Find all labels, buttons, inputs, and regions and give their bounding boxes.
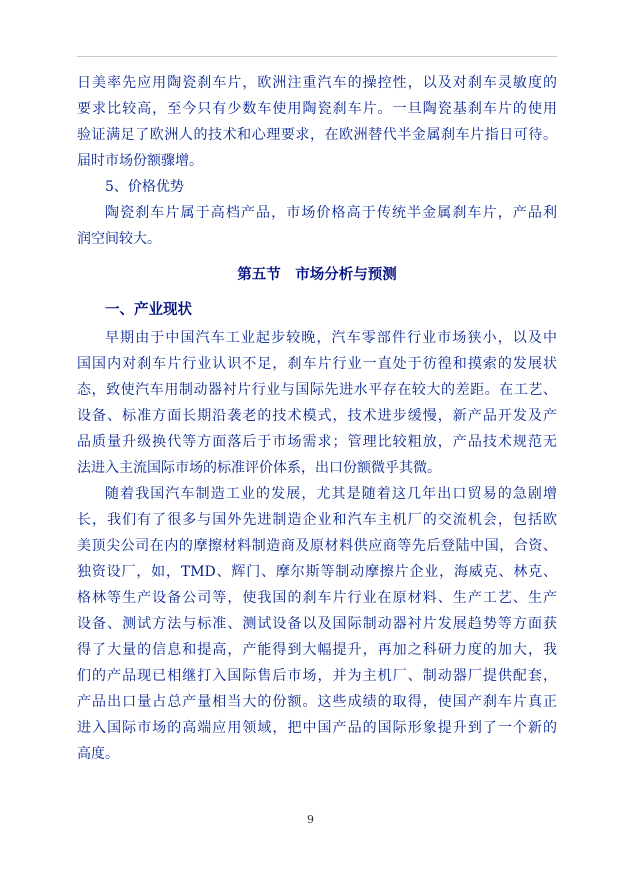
text-line: 日美率先应用陶瓷刹车片，欧洲注重汽车的操控性，以及对刹车灵敏度的	[77, 75, 557, 91]
text-line: 设备、测试方法与标准、测试设备以及国际制动器衬片发展趋势等方面获	[77, 616, 557, 632]
text-line: 产品出口量占总产量相当大的份额。这些成绩的取得，使国产刹车片真正	[77, 694, 557, 710]
paragraph-price	[77, 200, 557, 252]
paragraph-early-history	[77, 325, 557, 481]
text-line: 独资设厂，如，TMD、辉门、摩尔斯等制动摩擦片企业，海威克、林克、	[77, 564, 557, 580]
text-line: 高度。	[77, 746, 119, 762]
header-rule	[77, 56, 557, 57]
section-title: 第五节 市场分析与预测	[237, 266, 397, 283]
text-line: 进入国际市场的高端应用领域，把中国产品的国际形象提升到了一个新的	[77, 720, 557, 736]
text-line: 美顶尖公司在内的摩擦材料制造商及原材料供应商等先后登陆中国，合资、	[77, 538, 557, 554]
text-line: 品质量升级换代等方面落后于市场需求；管理比较粗放，产品技术规范无	[77, 434, 557, 450]
text-line: 法进入主流国际市场的标准评价体系，出口份额微乎其微。	[77, 460, 441, 476]
text-line: 格林等生产设备公司等，使我国的刹车片行业在原材料、生产工艺、生产	[77, 590, 557, 606]
text-line: 国国内对刹车片行业认识不足，刹车片行业一直处于彷徨和摸索的发展状	[77, 356, 557, 372]
paragraph-ceramic-adoption	[77, 70, 557, 174]
page-number: 9	[307, 813, 314, 826]
text-line: 长，我们有了很多与国外先进制造企业和汽车主机厂的交流机会，包括欧	[77, 512, 557, 528]
text-line: 随着我国汽车制造工业的发展，尤其是随着这几年出口贸易的急剧增	[105, 486, 557, 502]
text-line: 届时市场份额骤增。	[77, 153, 203, 169]
paragraph-development	[77, 481, 557, 767]
text-line: 陶瓷刹车片属于高档产品，市场价格高于传统半金属刹车片，产品利	[105, 205, 557, 221]
list-item-price-advantage: 5、价格优势	[105, 179, 184, 195]
text-line: 早期由于中国汽车工业起步较晚，汽车零部件行业市场狭小，以及中	[105, 330, 557, 346]
page-body	[77, 70, 557, 767]
text-line: 要求比较高，至今只有少数车使用陶瓷刹车片。一旦陶瓷基刹车片的使用	[77, 101, 557, 117]
text-line: 们的产品现已相继打入国际售后市场，并为主机厂、制动器厂提供配套，	[77, 668, 557, 684]
text-line: 得了大量的信息和提高，产能得到大幅提升，再加之科研力度的加大，我	[77, 642, 557, 658]
text-line: 设备、标准方面长期沿袭老的技术模式，技术进步缓慢，新产品开发及产	[77, 408, 557, 424]
text-line: 态，致使汽车用制动器衬片行业与国际先进水平存在较大的差距。在工艺、	[77, 382, 557, 398]
heading-industry-status: 一、产业现状	[105, 301, 192, 318]
text-line: 验证满足了欧洲人的技术和心理要求，在欧洲替代半金属刹车片指日可待。	[77, 127, 557, 143]
text-line: 润空间较大。	[77, 231, 161, 247]
